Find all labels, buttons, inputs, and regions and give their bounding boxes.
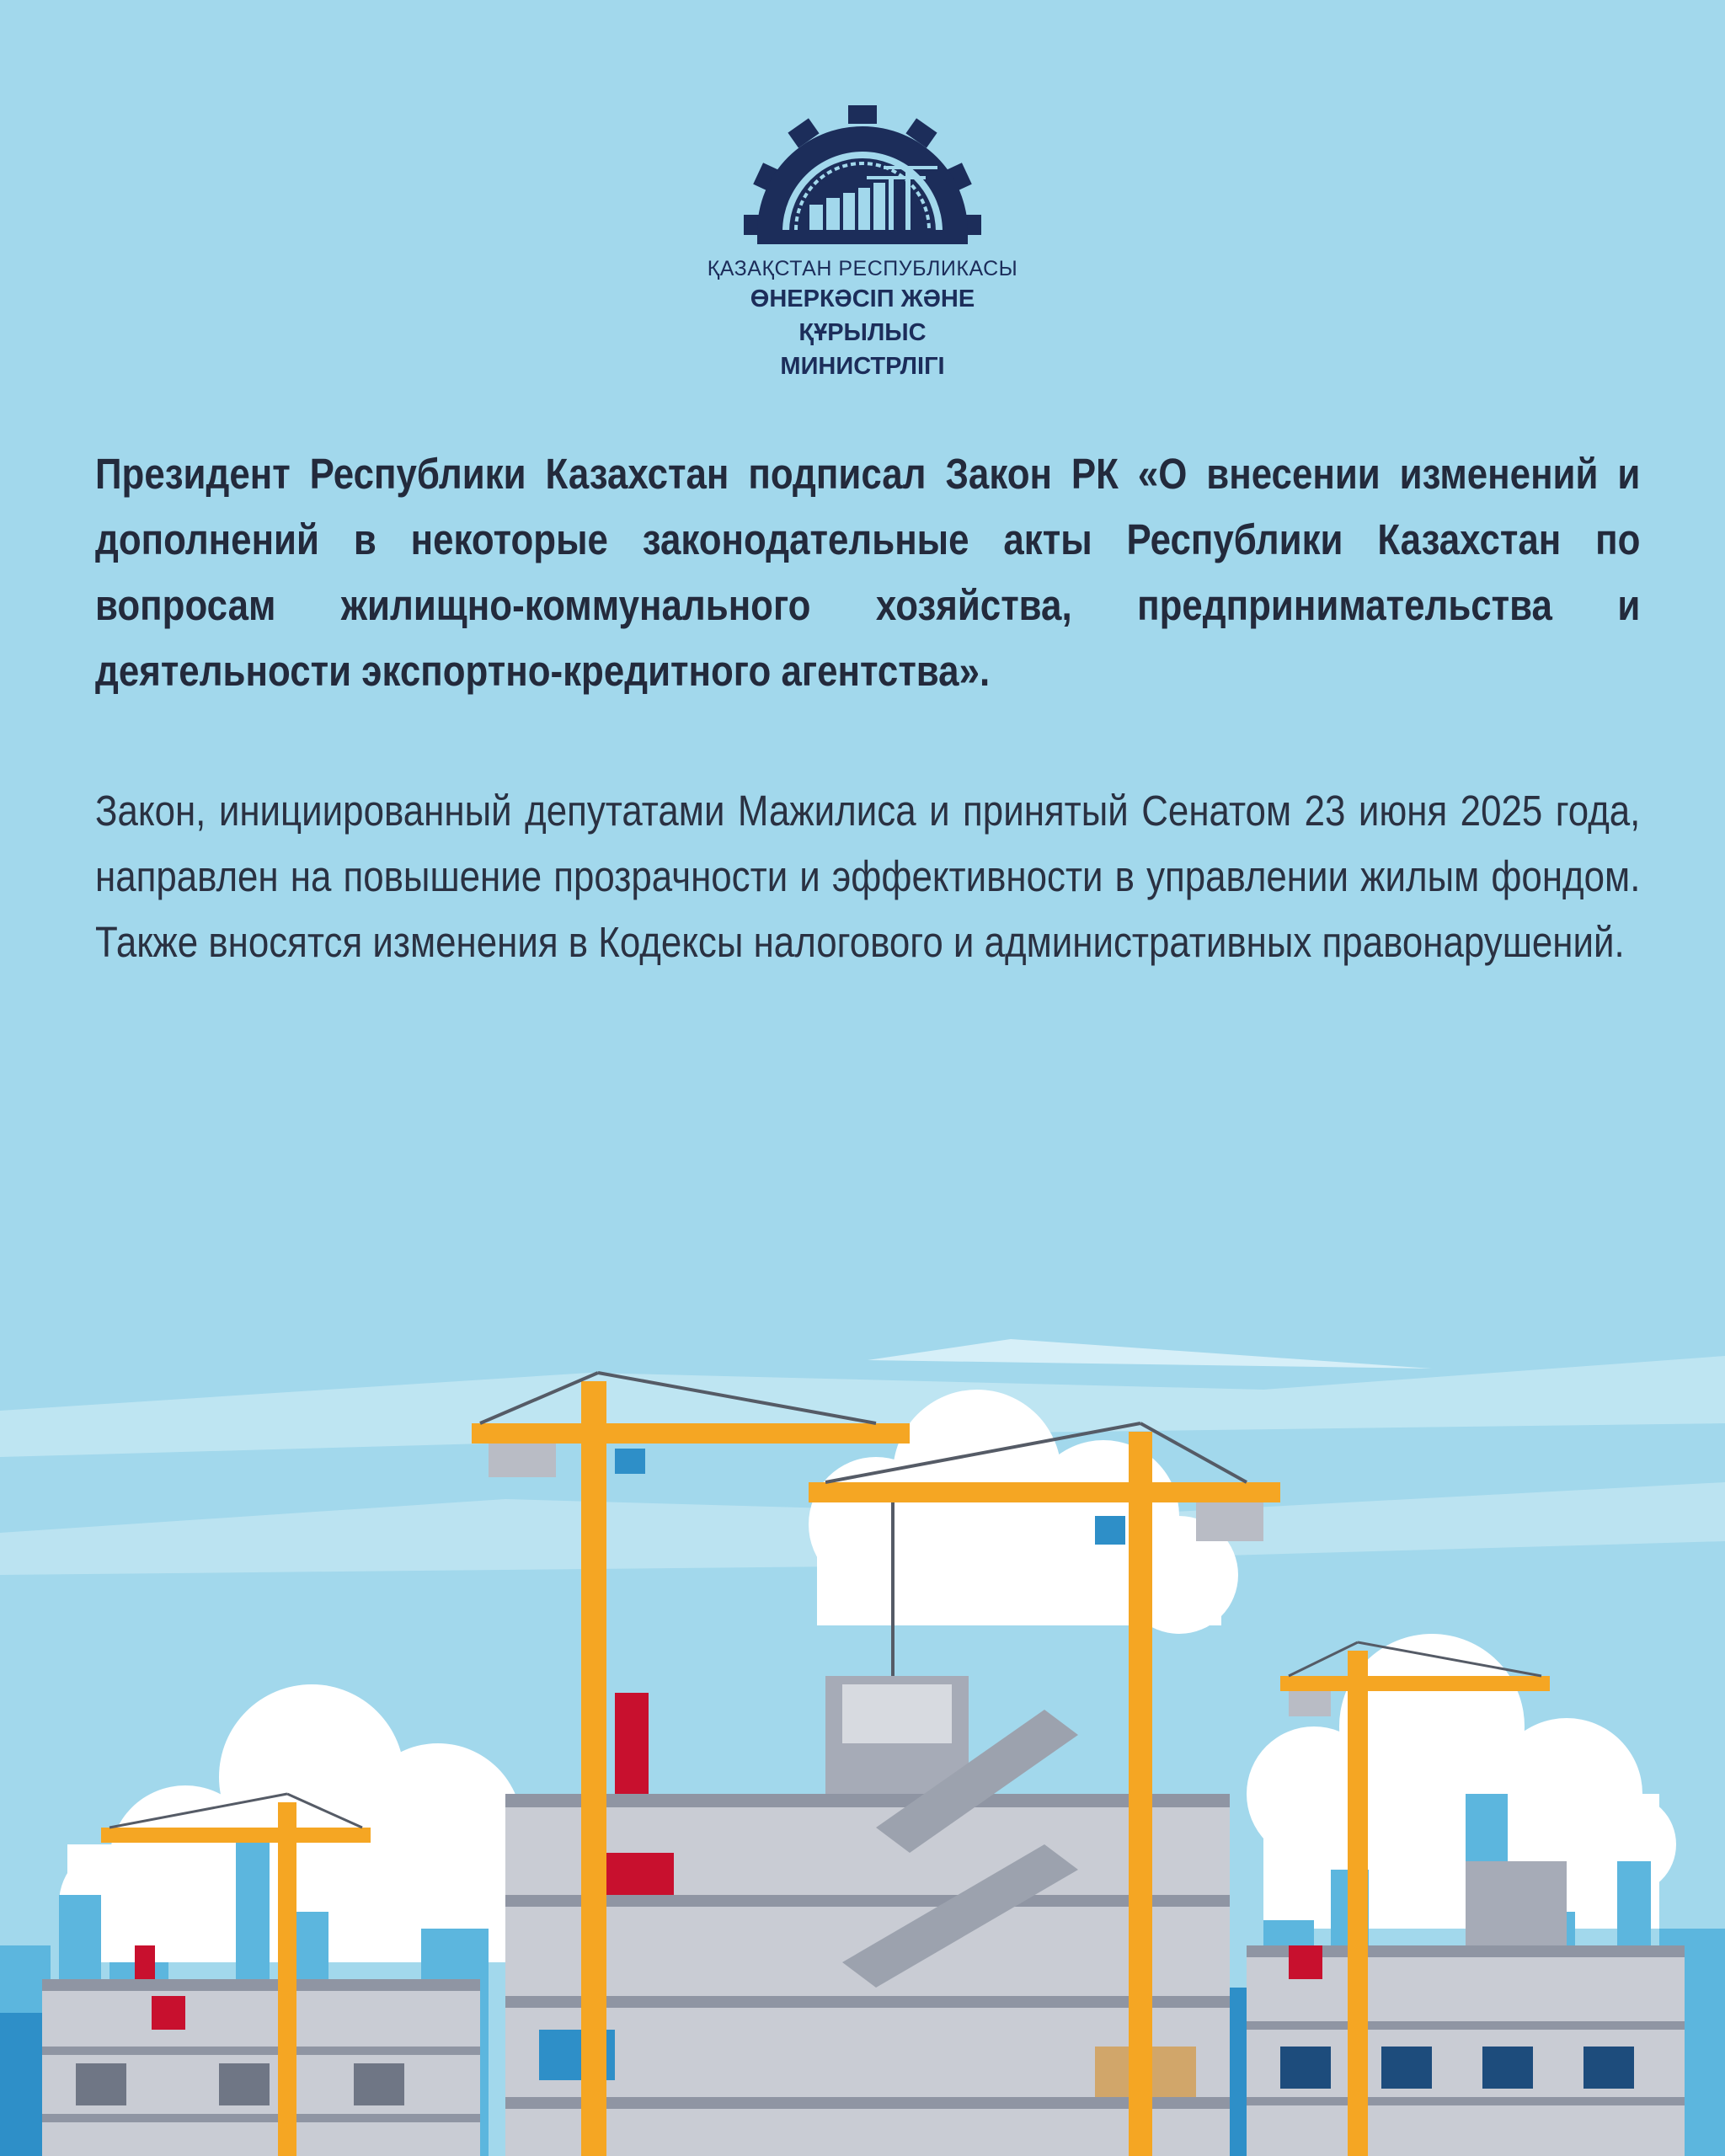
- headline-text: Президент Республики Казахстан подписал Закон РК «О внесении изменений и дополнений в некоторые законодательные акты Республики Казахстан по вопросам жилищно-коммунального хозяйства, предпринимательства и деятельности экспортно-кредитного агентства».: [95, 450, 1641, 695]
- body-text: Закон, инициированный депутатами Мажилиса и принятый Сенатом 23 июня 2025 года, направлен на повышение прозрачности и эффективности в управлении жилым фондом. Также вносятся изменения в Кодексы налогового и административных правонарушений.: [95, 787, 1641, 966]
- logo-text-country: ҚАЗАҚСТАН РЕСПУБЛИКАСЫ: [707, 257, 1018, 280]
- logo-text-ministry: ӨНЕРКӘСІП ЖӘНЕ ҚҰРЫЛЫС: [750, 286, 975, 347]
- construction-illustration: [0, 1322, 1725, 2156]
- ministry-logo: [694, 105, 1031, 383]
- gear-emblem-icon: [740, 105, 985, 244]
- logo-text-ministry-suffix: МИНИСТРЛІГІ: [780, 353, 945, 381]
